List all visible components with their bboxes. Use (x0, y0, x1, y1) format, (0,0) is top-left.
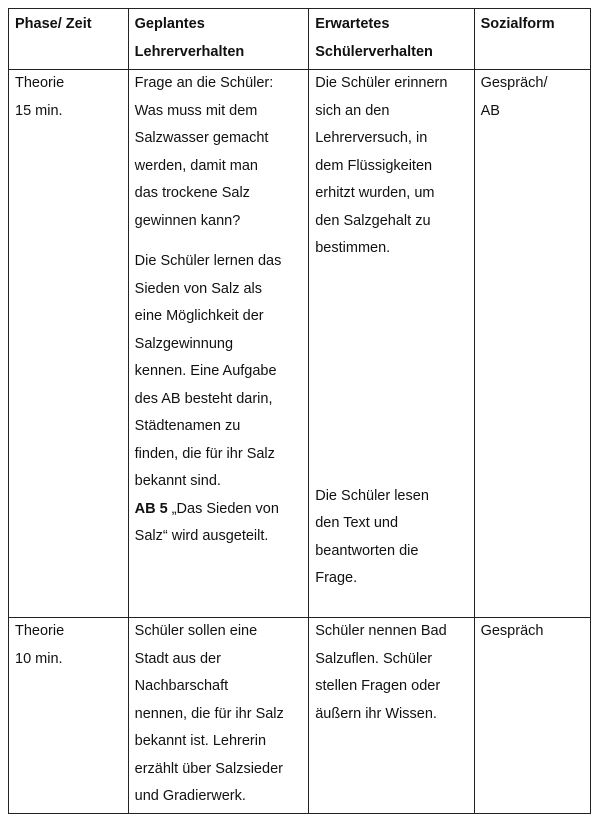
student-line: Schüler nennen Bad (315, 623, 447, 639)
teacher-line: gewinnen kann? (134, 212, 241, 229)
header-phase-label: Phase/ Zeit (15, 16, 92, 32)
blank-space (315, 263, 467, 483)
teacher-line: erzählt über Salzsieder (134, 760, 283, 777)
teacher-line: werden, damit man (134, 157, 258, 174)
cell-student (309, 618, 474, 814)
teacher-line: Salz“ wird ausgeteilt. (134, 528, 269, 544)
cell-phase (9, 618, 129, 814)
student-line: Die Schüler erinnern (315, 75, 448, 91)
social-line: Gespräch (480, 623, 544, 639)
teacher-line: nennen, die für ihr Salz (134, 705, 284, 722)
teacher-line: Sieden von Salz als (134, 280, 263, 297)
cell-student (309, 70, 474, 618)
handout-label: AB 5 (134, 500, 168, 517)
social-line: Gespräch/ (480, 75, 548, 91)
student-line: bestimmen. (315, 240, 391, 256)
cell-social (474, 70, 590, 618)
teacher-line: Stadt aus der (134, 650, 221, 667)
student-line: Lehrerversuch, in (315, 130, 428, 146)
header-social-label: Sozialform (480, 16, 555, 32)
student-line: erhitzt wurden, um (315, 185, 435, 201)
teacher-line: Die Schüler lernen das (134, 253, 282, 269)
cell-teacher (128, 70, 309, 618)
header-teacher (128, 9, 309, 70)
teacher-line: Salzgewinnung (134, 335, 234, 352)
teacher-line: und Gradierwerk. (134, 788, 246, 804)
teacher-line: des AB besteht darin, (134, 390, 273, 407)
teacher-line: Nachbarschaft (134, 678, 229, 694)
student-line: Frage. (315, 570, 358, 586)
teacher-line: finden, die für ihr Salz (134, 445, 275, 462)
student-line: äußern ihr Wissen. (315, 705, 437, 722)
header-teacher-line: Lehrerverhalten (134, 43, 245, 60)
header-social (474, 9, 590, 70)
cell-phase (9, 70, 129, 618)
teacher-line: das trockene Salz (134, 185, 250, 201)
phase-line: 10 min. (15, 650, 63, 667)
student-line: sich an den (315, 102, 390, 119)
teacher-line: Salzwasser gemacht (134, 130, 269, 146)
student-line: stellen Fragen oder (315, 678, 441, 694)
table-row (9, 70, 591, 618)
student-line: Die Schüler lesen (315, 487, 429, 504)
handout-title: „Das Sieden von (167, 500, 279, 517)
social-line: AB (480, 102, 500, 119)
teacher-line: bekannt sind. (134, 473, 221, 489)
header-student-line: Erwartetes (315, 16, 390, 32)
student-line: Salzuflen. Schüler (315, 650, 433, 667)
paragraph-gap (135, 235, 303, 248)
table-row (9, 618, 591, 814)
table-header-row (9, 9, 591, 70)
teacher-line: Was muss mit dem (134, 102, 258, 119)
phase-line: Theorie (15, 75, 65, 91)
teacher-line: bekannt ist. Lehrerin (134, 733, 267, 749)
phase-line: Theorie (15, 623, 65, 639)
lesson-plan-table (8, 8, 591, 814)
student-line: dem Flüssigkeiten (315, 157, 433, 174)
cell-social (474, 618, 590, 814)
header-teacher-line: Geplantes (134, 16, 205, 32)
cell-teacher (128, 618, 309, 814)
phase-line: 15 min. (15, 102, 63, 119)
header-phase (9, 9, 129, 70)
teacher-line: Städtenamen zu (134, 418, 241, 434)
student-line: den Text und (315, 515, 399, 531)
header-student (309, 9, 474, 70)
teacher-line: eine Möglichkeit der (134, 308, 264, 324)
teacher-line-handout (135, 496, 303, 524)
header-student-line: Schülerverhalten (315, 43, 433, 60)
teacher-line: Frage an die Schüler: (134, 75, 274, 91)
student-line: den Salzgehalt zu (315, 212, 431, 229)
teacher-line: kennen. Eine Aufgabe (134, 363, 277, 379)
teacher-line: Schüler sollen eine (134, 623, 258, 639)
student-line: beantworten die (315, 542, 419, 559)
